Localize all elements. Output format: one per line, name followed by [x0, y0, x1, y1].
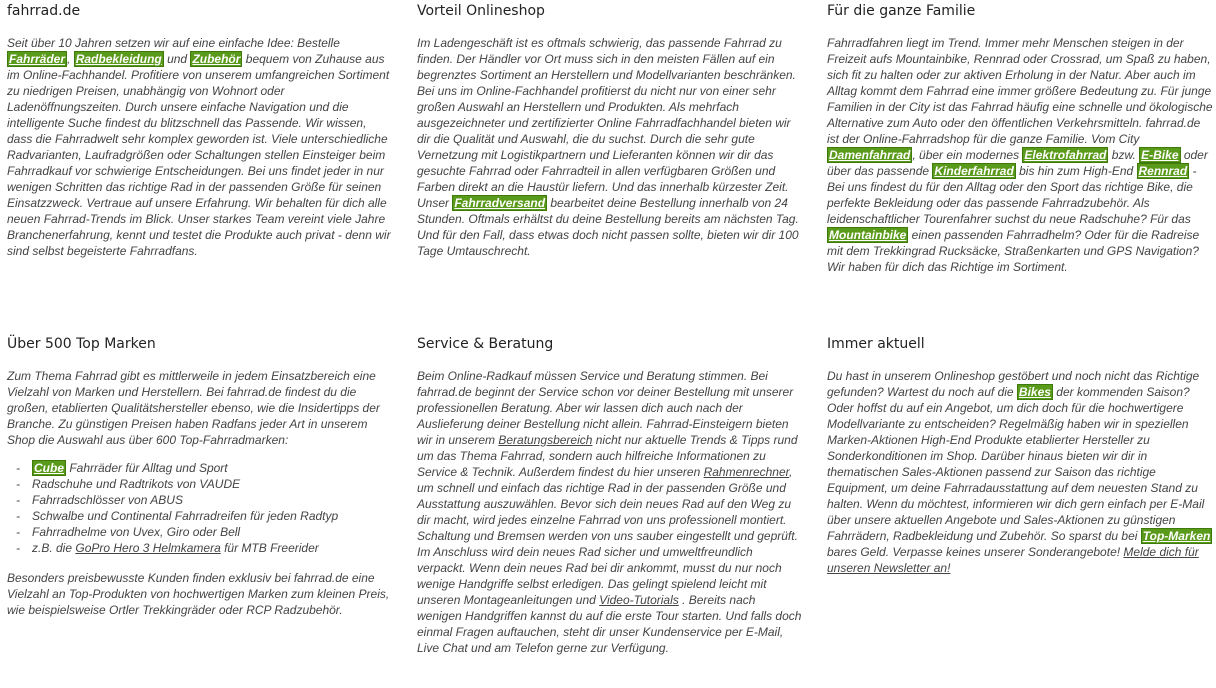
section-service-beratung [417, 335, 803, 656]
list-item: - Fahrradschlösser von ABUS [7, 492, 393, 508]
link-radbekleidung[interactable]: Radbekleidung [75, 52, 162, 66]
link-cube[interactable]: Cube [34, 461, 64, 475]
list-item: - Radschuhe und Radtrikots von VAUDE [7, 476, 393, 492]
section-text: Im Ladengeschäft ist es oftmals schwierig, das passende Fahrrad zu finden. Der Händler vor Ort muss sich in den meisten Fällen auf ein begrenztes Sortiment an Herstellern und Modellvarianten beschränken. Bei uns im Online-Fachhandel profitierst du nicht nur von einer sehr großen Auswahl an Herstellern und Produkten. Als mehrfach ausgezeichneter und zertifizierter Online Fahrradfachhandel bieten wir dir die Qualität und Auswahl, die du suchst. Durch die sehr gute Vernetzung mit Logistikpartnern und Lieferanten können wir dir das gesuchte Fahrrad oder Fahrradteil in allen verfügbaren Größen und Farben direkt an die Haustür liefern. Und das innerhalb kürzester Zeit. Unser Fahrradversand bearbeitet deine Bestellung innerhalb von 24 Stunden. Oftmals erhältst du deine Bestellung bereits am nächsten Tag. Und für den Fall, dass etwas doch nicht passen sollte, bieten wir dir 100 Tage Umtauschrecht. [417, 36, 799, 258]
link-newsletter[interactable]: Melde dich für unseren Newsletter an! [827, 545, 1199, 575]
brand-list [7, 460, 393, 556]
section-immer-aktuell [827, 335, 1213, 576]
list-item: - Schwalbe und Continental Fahrradreifen für jeden Radtyp [7, 508, 393, 524]
link-e-bike[interactable]: E-Bike [1141, 148, 1179, 162]
section-title: Über 500 Top Marken [7, 336, 156, 352]
link-beratungsbereich[interactable]: Beratungsbereich [498, 433, 593, 447]
section-text: Zum Thema Fahrrad gibt es mittlerweile in jedem Einsatzbereich eine Vielzahl von Marken und Herstellern. Bei fahrrad.de findest du die großen, etablierten Qualitätshersteller ebenso, wie die Insidertipps der Branche. Zu günstigen Preisen haben Radfans jeder Art in unserem Shop die Auswahl aus über 600 Top-Fahrradmarken: [7, 369, 380, 447]
section-text: Beim Online-Radkauf müssen Service und Beratung stimmen. Bei fahrrad.de beginnt der Service schon vor deiner Bestellung mit unserer professionellen Beratung. Aber wir lassen dich auch nach der Auslieferung deiner Bestellung nicht allein. Fahrrad-Einsteigern bieten wir in unserem Beratungsbereich nicht nur aktuelle Trends & Tipps rund um das Thema Fahrrad, sondern auch hilfreiche Informationen zu Service & Technik. Außerdem findest du hier unseren Rahmenrechner, um schnell und einfach das richtige Rad in der passenden Größe und Ausstattung auszuwählen. Bevor sich dein neues Rad auf den Weg zu dir macht, wird jedes einzelne Fahrrad von uns professionell montiert. Schaltung und Bremsen werden von uns sauber eingestellt und geprüft. Im Anschluss wird dein neues Rad sicher und umweltfreundlich verpackt. Wenn dein neues Rad bei dir ankommt, musst du nur noch wenige Handgriffe selbst erledigen. Das gelingt spielend leicht mit unseren Montageanleitungen und Video-Tutorials . Bereits nach wenigen Handgriffen kannst du auf die erste Tour starten. Und falls doch einmal Fragen auftauchen, steht dir unser Kundenservice per E-Mail, Live Chat und am Telefon gerne zur Verfügung. [417, 369, 802, 655]
link-zubehoer[interactable]: Zubehör [192, 52, 241, 66]
link-mountainbike[interactable]: Mountainbike [829, 228, 907, 242]
link-fahrradversand[interactable]: Fahrradversand [454, 196, 546, 210]
link-top-marken[interactable]: Top-Marken [1142, 529, 1211, 543]
section-title: Vorteil Onlineshop [417, 3, 545, 19]
section-text: Seit über 10 Jahren setzen wir auf eine einfache Idee: Bestelle Fahrräder , Radbekleidung und Zubehör bequem von Zuhause aus im Online-Fachhandel. Profitiere von unserem umfangreichen Sortiment zu niedrigen Preisen, unabhängig von Wohnort oder Ladenöffnungszeiten. Durch unsere einfache Navigation und die intelligente Suche findest du blitzschnell das Passende. Wir wissen, dass die Fahrradwelt sehr komplex geworden ist. Viele unterschiedliche Radvarianten, Laufradgrößen oder Schaltungen stellen Einsteiger beim Fahrradkauf vor schwierige Entscheidungen. Bei uns findet jeder in nur wenigen Schritten das richtige Rad in der passenden Größe für seinen Einsatzzweck. Vertraue auf unsere Erfahrung. Wir behalten für dich alle neuen Fahrrad-Trends im Blick. Unser starkes Team vereint viele Jahre Branchenerfahrung, kennt und testet die Produkte auch privat - denn wir sind selbst begeisterte Fahrradfans. [7, 36, 391, 258]
section-title: Service & Beratung [417, 336, 554, 352]
link-rahmenrechner[interactable]: Rahmenrechner [703, 465, 789, 479]
section-title: Für die ganze Familie [827, 3, 976, 19]
link-damenfahrrad[interactable]: Damenfahrrad [829, 148, 911, 162]
section-familie [827, 2, 1213, 275]
section-title: Immer aktuell [827, 336, 925, 352]
section-text-2: Besonders preisbewusste Kunden finden exklusiv bei fahrrad.de eine Vielzahl an Top-Produkten von hochwertigen Marken zum kleinen Preis, wie beispielsweise Ortler Trekkingräder oder RCP Radzubehör. [7, 571, 390, 617]
link-video-tutorials[interactable]: Video-Tutorials [599, 593, 679, 607]
section-text: Fahrradfahren liegt im Trend. Immer mehr Menschen steigen in der Freizeit aufs Mountainbike, Rennrad oder Crossrad, um Spaß zu haben, sich fit zu halten oder zur aktiven Erholung in der Natur. Aber auch im Alltag kommt dem Fahrrad eine immer größere Bedeutung zu. Für junge Familien in der City ist das Fahrrad häufig eine schnelle und ökologische Alternative zum Auto oder den öffentlichen Verkehrsmitteln. fahrrad.de ist der Online-Fahrradshop für die ganze Familie. Vom City Damenfahrrad , über ein modernes Elektrofahrrad bzw. E-Bike oder über das passende Kinderfahrrad bis hin zum High-End Rennrad - Bei uns findest du für den Alltag oder den Sport das richtige Bike, die perfekte Bekleidung oder das passende Fahrradzubehör. Als leidenschaftlicher Tourenfahrer suchst du neue Radschuhe? Für das Mountainbike einen passenden Fahrradhelm? Oder für die Radreise mit dem Trekkingrad Rucksäcke, Straßenkarten und GPS Navigation? Wir haben für dich das Richtige im Sortiment. [827, 36, 1213, 274]
link-fahrraeder[interactable]: Fahrräder [9, 52, 66, 66]
section-top-marken [7, 335, 393, 618]
link-rennrad[interactable]: Rennrad [1138, 164, 1188, 178]
list-item: - z.B. die GoPro Hero 3 Helmkamera für MTB Freerider [7, 540, 393, 556]
section-vorteil-onlineshop [417, 2, 803, 259]
link-bikes[interactable]: Bikes [1018, 385, 1051, 399]
section-title: fahrrad.de [7, 3, 81, 19]
link-gopro[interactable]: GoPro Hero 3 Helmkamera [75, 541, 221, 555]
list-item: - Cube Fahrräder für Alltag und Sport [7, 460, 393, 476]
link-elektrofahrrad[interactable]: Elektrofahrrad [1024, 148, 1107, 162]
section-fahrrad-de [7, 2, 393, 259]
link-kinderfahrrad[interactable]: Kinderfahrrad [934, 164, 1014, 178]
list-item: - Fahrradhelme von Uvex, Giro oder Bell [7, 524, 393, 540]
section-text: Du hast in unserem Onlineshop gestöbert und noch nicht das Richtige gefunden? Wartest du noch auf die Bikes der kommenden Saison? Oder hoffst du auf ein Angebot, um dich doch für die hochwertigere Modellvariante zu entscheiden? Regelmäßig haben wir in speziellen Marken-Aktionen High-End Produkte etablierter Hersteller zu Sonderkonditionen im Shop. Darüber hinaus bieten wir dir in thematischen Sales-Aktionen passend zur Saison das richtige Equipment, um deine Fahrradausstattung auf dem neuesten Stand zu halten. Wenn du möchtest, informieren wir dich gern einfach per E-Mail über unsere aktuellen Angebote und Sales-Aktionen zu günstigen Fahrrädern, Radbekleidung und Zubehör. So sparst du bei Top-Marken bares Geld. Verpasse keines unserer Sonderangebote! Melde dich für unseren Newsletter an! [827, 369, 1211, 575]
